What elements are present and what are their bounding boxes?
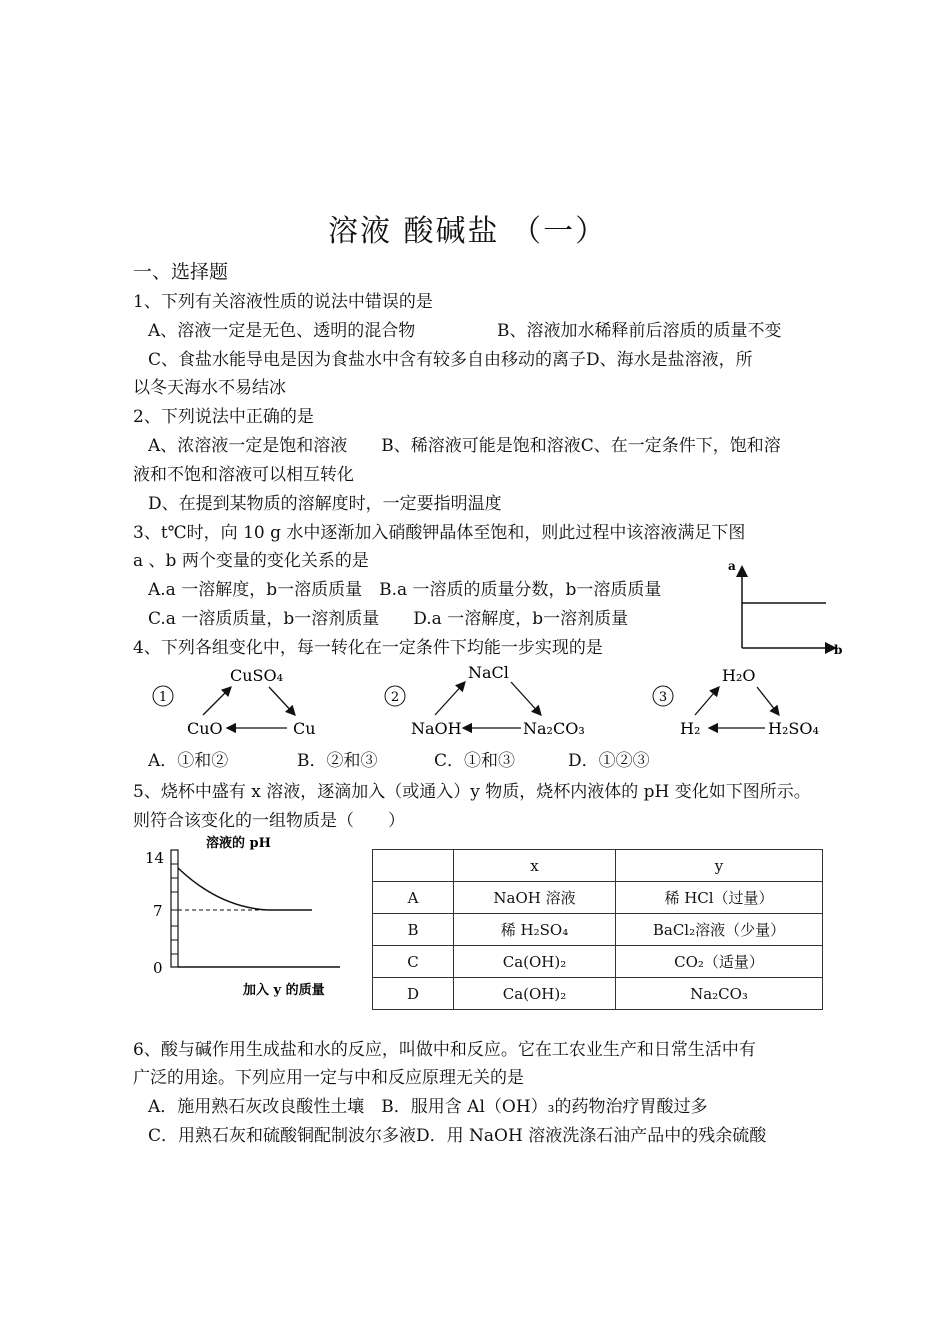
- q1-option-b: B、溶液加水稀释前后溶质的质量不变: [497, 321, 782, 341]
- q4-diagram-1: [153, 666, 316, 738]
- table-header-cell: y: [616, 850, 823, 882]
- q3-y-label: a: [728, 559, 736, 573]
- q5-y-label: 溶液的 pH: [206, 836, 271, 851]
- q6-line-1: 6、酸与碱作用生成盐和水的反应，叫做中和反应。它在工农业生产和日常生活中有: [133, 1040, 756, 1060]
- q4-d2-right: Na₂CO₃: [523, 719, 585, 738]
- q4-d1-top: CuSO₄: [230, 666, 284, 685]
- table-header-cell: [373, 850, 454, 882]
- table-cell: BaCl₂溶液（少量）: [616, 914, 823, 946]
- table-cell: Na₂CO₃: [616, 978, 823, 1010]
- table-cell: 稀 H₂SO₄: [454, 914, 616, 946]
- q5-ph-curve: [178, 868, 312, 910]
- section-heading: 一、选择题: [133, 261, 229, 283]
- q4-d1-right: Cu: [293, 719, 316, 738]
- table-row: [373, 882, 823, 914]
- table-cell: D: [373, 978, 454, 1010]
- table-row: [373, 914, 823, 946]
- q5-options-table: [372, 849, 823, 1010]
- q4-diagram-3: [653, 666, 819, 738]
- page-title: 溶液 酸碱盐 （一）: [328, 214, 608, 249]
- q4-d2-number: 2: [390, 690, 400, 705]
- q4-d1-left: CuO: [187, 719, 223, 738]
- q6-options-cd: C．用熟石灰和硫酸铜配制波尔多液D．用 NaOH 溶液洗涤石油产品中的残余硫酸: [148, 1126, 767, 1146]
- q2-options-continuation: 液和不饱和溶液可以相互转化: [133, 465, 354, 485]
- table-cell: A: [373, 882, 454, 914]
- q1-option-cd: C、食盐水能导电是因为食盐水中含有较多自由移动的离子D、海水是盐溶液，所: [148, 350, 753, 370]
- q1-stem: 1、下列有关溶液性质的说法中错误的是: [133, 292, 433, 312]
- table-cell: CO₂（适量）: [616, 946, 823, 978]
- q5-tick-7: 7: [153, 902, 163, 920]
- table-cell: C: [373, 946, 454, 978]
- q4-d2-left: NaOH: [411, 719, 462, 738]
- q4-answer-b: B．②和③: [297, 751, 378, 771]
- q3-stem-2: a 、b 两个变量的变化关系的是: [133, 551, 369, 571]
- table-cell: Ca(OH)₂: [454, 946, 616, 978]
- q1-continuation: 以冬天海水不易结冰: [133, 378, 286, 398]
- q5-stem-1: 5、烧杯中盛有 x 溶液，逐滴加入（或通入）y 物质，烧杯内液体的 pH 变化如下图所示。: [133, 782, 811, 802]
- q5-stem-2: 则符合该变化的一组物质是（ ）: [133, 811, 405, 831]
- q2-stem: 2、下列说法中正确的是: [133, 407, 314, 427]
- q4-d3-right: H₂SO₄: [768, 719, 819, 738]
- q4-d3-left: H₂: [680, 719, 701, 738]
- table-cell: B: [373, 914, 454, 946]
- table-cell: NaOH 溶液: [454, 882, 616, 914]
- q4-diagram-2: [385, 663, 585, 738]
- q4-diagrams: [145, 660, 865, 742]
- table-cell: 稀 HCl（过量）: [616, 882, 823, 914]
- q3-options-cd: C.a 一溶质质量，b一溶剂质量 D.a 一溶解度，b一溶剂质量: [148, 609, 629, 629]
- q4-answer-a: A．①和②: [148, 751, 229, 771]
- q3-x-label: b: [834, 643, 843, 656]
- q5-tick-14: 14: [145, 849, 165, 867]
- q2-option-d: D、在提到某物质的溶解度时，一定要指明温度: [148, 494, 502, 514]
- table-row: [373, 946, 823, 978]
- q1-option-a: A、溶液一定是无色、透明的混合物: [148, 321, 416, 341]
- q4-stem: 4、下列各组变化中，每一转化在一定条件下均能一步实现的是: [133, 638, 603, 658]
- q6-line-2: 广泛的用途。下列应用一定与中和反应原理无关的是: [133, 1068, 524, 1088]
- q6-options-ab: A．施用熟石灰改良酸性土壤 B．服用含 Al（OH）₃的药物治疗胃酸过多: [148, 1097, 708, 1117]
- q4-d2-top: NaCl: [468, 663, 509, 682]
- q5-tick-0: 0: [153, 959, 163, 977]
- q5-x-label: 加入 y 的质量: [243, 983, 325, 998]
- table-cell: Ca(OH)₂: [454, 978, 616, 1010]
- q4-answer-d: D．①②③: [568, 751, 650, 771]
- q4-d1-number: 1: [158, 690, 168, 705]
- q3-stem-1: 3、t℃时，向 10 g 水中逐渐加入硝酸钾晶体至饱和，则此过程中该溶液满足下图: [133, 523, 746, 543]
- table-header-row: [373, 850, 823, 882]
- q2-options-abc: A、浓溶液一定是饱和溶液 B、稀溶液可能是饱和溶液C、在一定条件下，饱和溶: [148, 436, 781, 456]
- q4-d3-top: H₂O: [722, 666, 756, 685]
- q5-ph-graph: [140, 834, 355, 1004]
- q3-graph: [722, 556, 852, 656]
- q5-graph-scale-bar: [171, 850, 178, 967]
- q4-answer-c: C．①和③: [434, 751, 516, 771]
- table-row: [373, 978, 823, 1010]
- table-header-cell: x: [454, 850, 616, 882]
- q3-options-ab: A.a 一溶解度，b一溶质质量 B.a 一溶质的质量分数，b一溶质质量: [148, 580, 662, 600]
- q4-d3-number: 3: [658, 690, 668, 705]
